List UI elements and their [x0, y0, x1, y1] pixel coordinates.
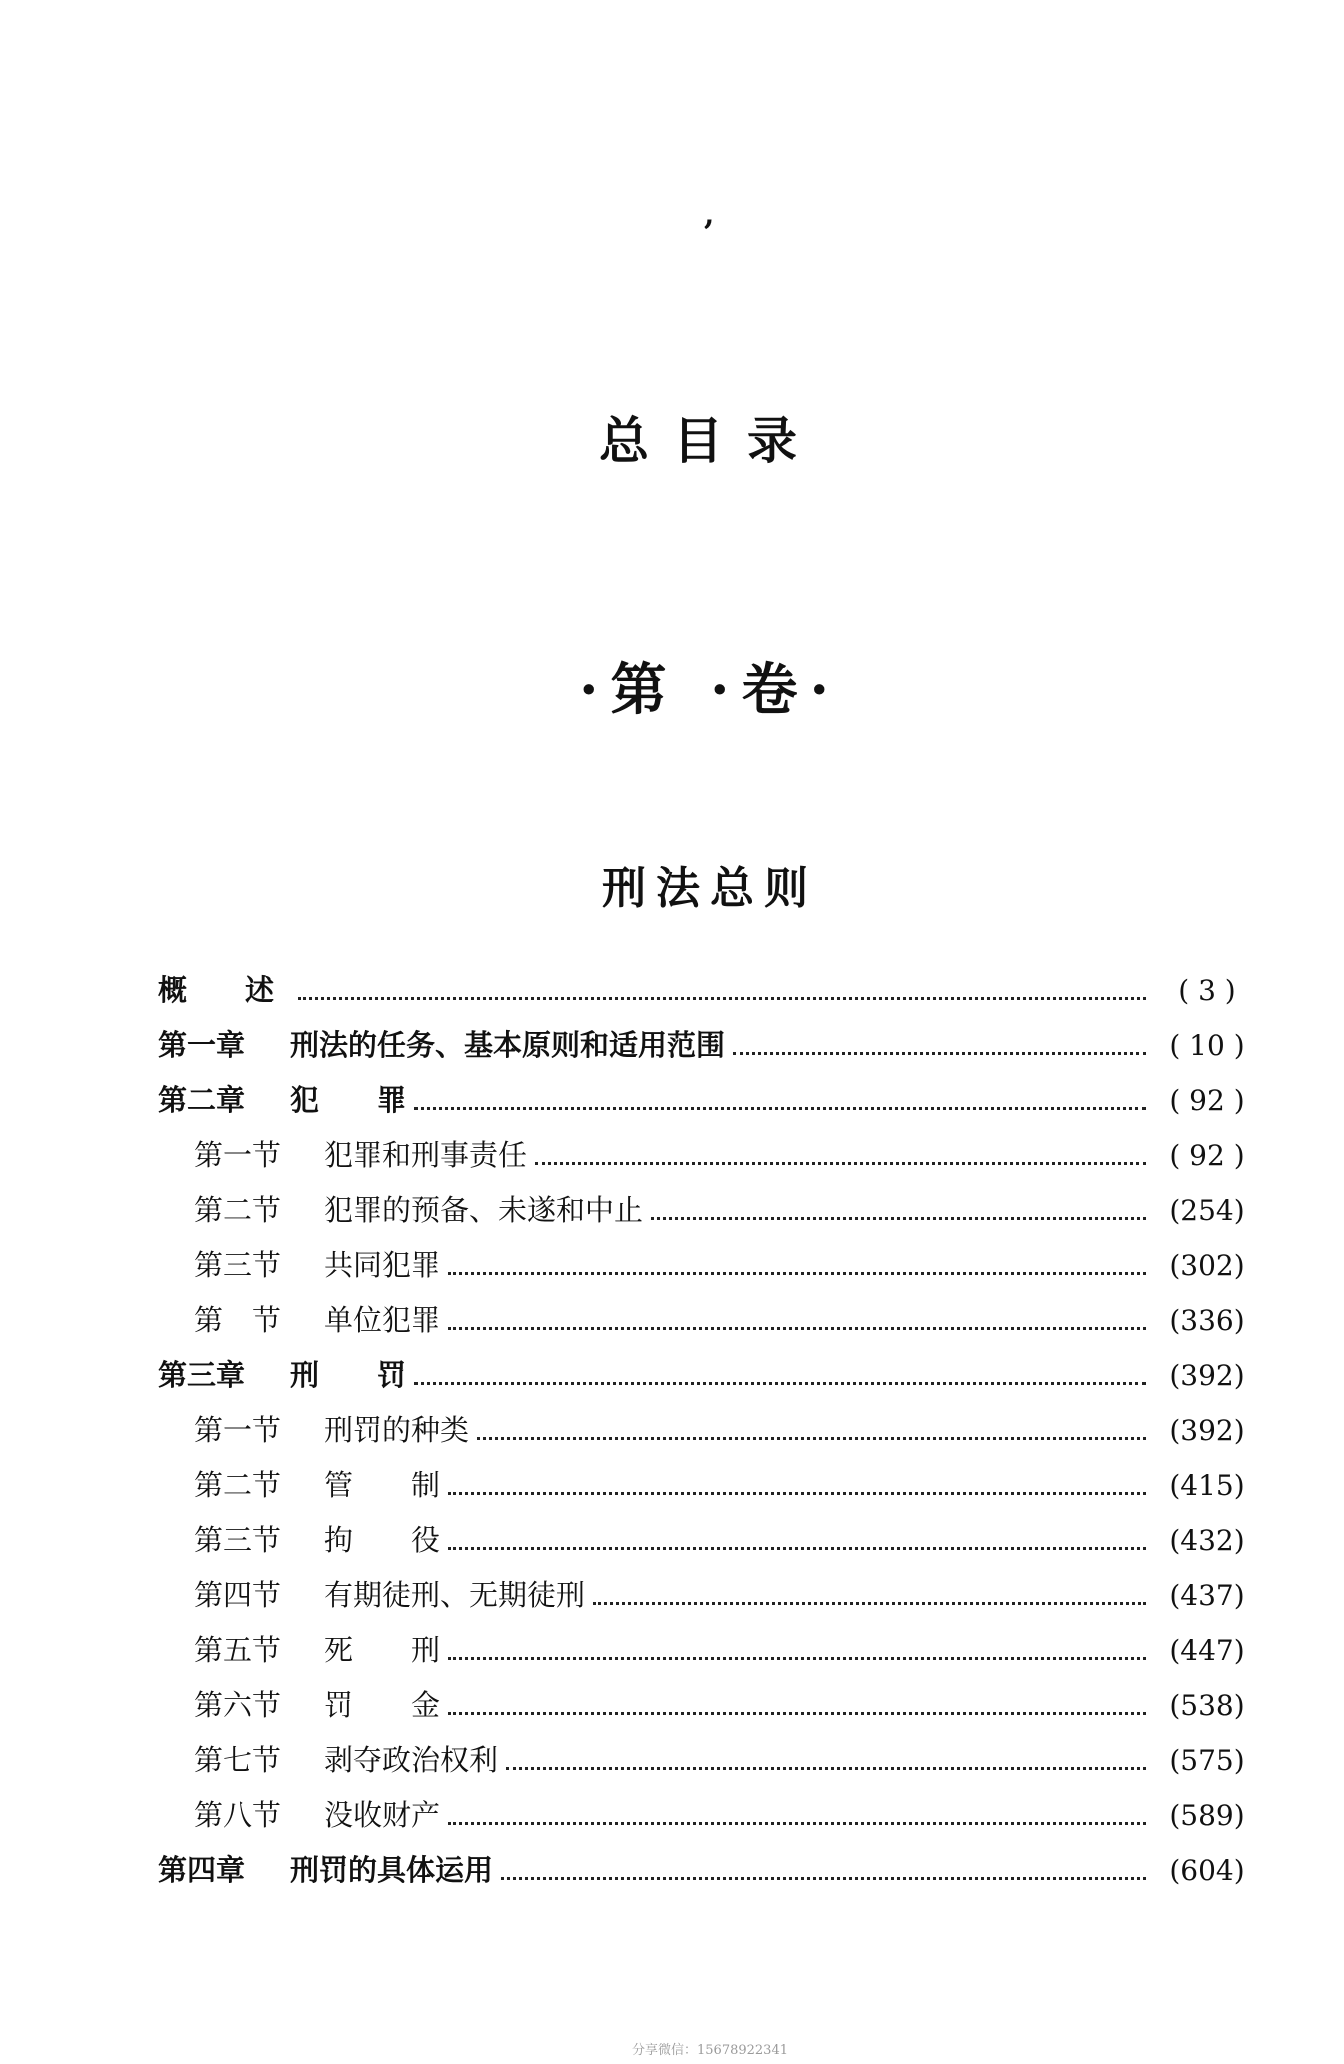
toc-entry-title: 死 刑 [324, 1633, 441, 1667]
toc-page-number: (589) [1169, 1799, 1245, 1832]
dot-leader [448, 1547, 1146, 1550]
toc-entry-chapter-3[interactable] [158, 1348, 1260, 1403]
dot-leader [506, 1767, 1146, 1770]
toc-entry-ch3-section-3[interactable] [158, 1513, 1260, 1568]
toc-entry-title: 剥夺政治权利 [324, 1743, 499, 1777]
toc-page-number: (447) [1169, 1634, 1245, 1667]
dot-leader [501, 1877, 1146, 1880]
toc-entry-label: 第一节 [194, 1138, 282, 1172]
dot-leader [448, 1327, 1146, 1330]
dot-leader [733, 1052, 1146, 1055]
toc-entry-label: 第三章 [158, 1358, 246, 1392]
toc-page-number: (432) [1169, 1524, 1245, 1557]
dot-leader [414, 1107, 1146, 1110]
toc-entry-label: 第八节 [194, 1798, 282, 1832]
toc-page-number: ( 10 ) [1169, 1029, 1245, 1062]
toc-entry-overview[interactable] [158, 963, 1260, 1018]
dot-leader [414, 1382, 1146, 1385]
toc-entry-title: 拘 役 [324, 1523, 441, 1557]
toc-page-number: ( 92 ) [1169, 1139, 1245, 1172]
toc-entry-label: 第二节 [194, 1468, 282, 1502]
toc-entry-chapter-4[interactable] [158, 1843, 1260, 1898]
toc-entry-title: 有期徒刑、无期徒刑 [324, 1578, 586, 1612]
dot-leader [477, 1437, 1146, 1440]
toc-entry-label: 第三节 [194, 1248, 282, 1282]
toc-page-number: (302) [1169, 1249, 1245, 1282]
toc-entry-ch3-section-4[interactable] [158, 1568, 1260, 1623]
toc-entry-title: 刑罚的种类 [324, 1413, 470, 1447]
toc-page-number: (392) [1169, 1359, 1245, 1392]
toc-page-number: (254) [1169, 1194, 1245, 1227]
toc-entry-ch3-section-6[interactable] [158, 1678, 1260, 1733]
toc-entry-ch2-section-4[interactable] [158, 1293, 1260, 1348]
dot-leader [535, 1162, 1146, 1165]
dot-leader [593, 1602, 1146, 1605]
dot-leader [448, 1272, 1146, 1275]
toc-entry-chapter-1[interactable] [158, 1018, 1260, 1073]
toc-entry-chapter-2[interactable] [158, 1073, 1260, 1128]
toc-entry-ch2-section-2[interactable] [158, 1183, 1260, 1238]
toc-page-number: (538) [1169, 1689, 1245, 1722]
toc-entry-ch3-section-2[interactable] [158, 1458, 1260, 1513]
toc-entry-label: 第五节 [194, 1633, 282, 1667]
toc-entry-label: 第二节 [194, 1193, 282, 1227]
toc-entry-label: 第三节 [194, 1523, 282, 1557]
toc-entry-label: 概 述 [158, 973, 275, 1007]
toc-page-number: (336) [1169, 1304, 1245, 1337]
toc-entry-title: 犯罪和刑事责任 [324, 1138, 528, 1172]
toc-page-number: (392) [1169, 1414, 1245, 1447]
toc-page-number: ( 92 ) [1169, 1084, 1245, 1117]
toc-page-number: (415) [1169, 1469, 1245, 1502]
toc-entry-ch3-section-8[interactable] [158, 1788, 1260, 1843]
toc-page-number: ( 3 ) [1178, 974, 1236, 1007]
dot-leader [448, 1492, 1146, 1495]
toc-page-number: (437) [1169, 1579, 1245, 1612]
toc-page-number: (604) [1169, 1854, 1245, 1887]
toc-entry-ch3-section-5[interactable] [158, 1623, 1260, 1678]
toc-entry-title: 单位犯罪 [324, 1303, 441, 1337]
toc-entry-ch3-section-7[interactable] [158, 1733, 1260, 1788]
toc-entry-title: 没收财产 [324, 1798, 441, 1832]
dot-leader [448, 1657, 1146, 1660]
toc-entry-label: 第四节 [194, 1578, 282, 1612]
toc-entry-title: 犯 罪 [290, 1083, 407, 1117]
toc-entry-label: 第一章 [158, 1028, 246, 1062]
volume-title: ·第 ·卷· [579, 657, 841, 723]
toc-entry-label: 第一节 [194, 1413, 282, 1447]
toc-page-number: (575) [1169, 1744, 1245, 1777]
toc-entry-title: 刑法的任务、基本原则和适用范围 [290, 1028, 726, 1062]
stray-comma-mark: , [704, 197, 715, 232]
toc-entry-title: 刑罚的具体运用 [290, 1853, 494, 1887]
main-title: 总目录 [599, 411, 821, 470]
dot-leader [651, 1217, 1146, 1220]
toc-entry-label: 第七节 [194, 1743, 282, 1777]
toc-entry-title: 管 制 [324, 1468, 441, 1502]
toc-entry-ch3-section-1[interactable] [158, 1403, 1260, 1458]
dot-leader [448, 1822, 1146, 1825]
toc-entry-label: 第二章 [158, 1083, 246, 1117]
footer-watermark-note: 分享微信：15678922341 [632, 2043, 788, 2058]
dot-leader [448, 1712, 1146, 1715]
toc-entry-title: 罚 金 [324, 1688, 441, 1722]
toc-entry-title: 共同犯罪 [324, 1248, 441, 1282]
toc-entry-label: 第四章 [158, 1853, 246, 1887]
toc-entry-label: 第六节 [194, 1688, 282, 1722]
part-title: 刑法总则 [602, 862, 818, 914]
toc-entry-title: 刑 罚 [290, 1358, 407, 1392]
toc-entry-title: 犯罪的预备、未遂和中止 [324, 1193, 644, 1227]
toc-entry-ch2-section-1[interactable] [158, 1128, 1260, 1183]
toc-entry-label: 第 节 [194, 1303, 282, 1337]
toc-entry-ch2-section-3[interactable] [158, 1238, 1260, 1293]
table-of-contents [158, 963, 1260, 1898]
dot-leader [298, 997, 1146, 1000]
